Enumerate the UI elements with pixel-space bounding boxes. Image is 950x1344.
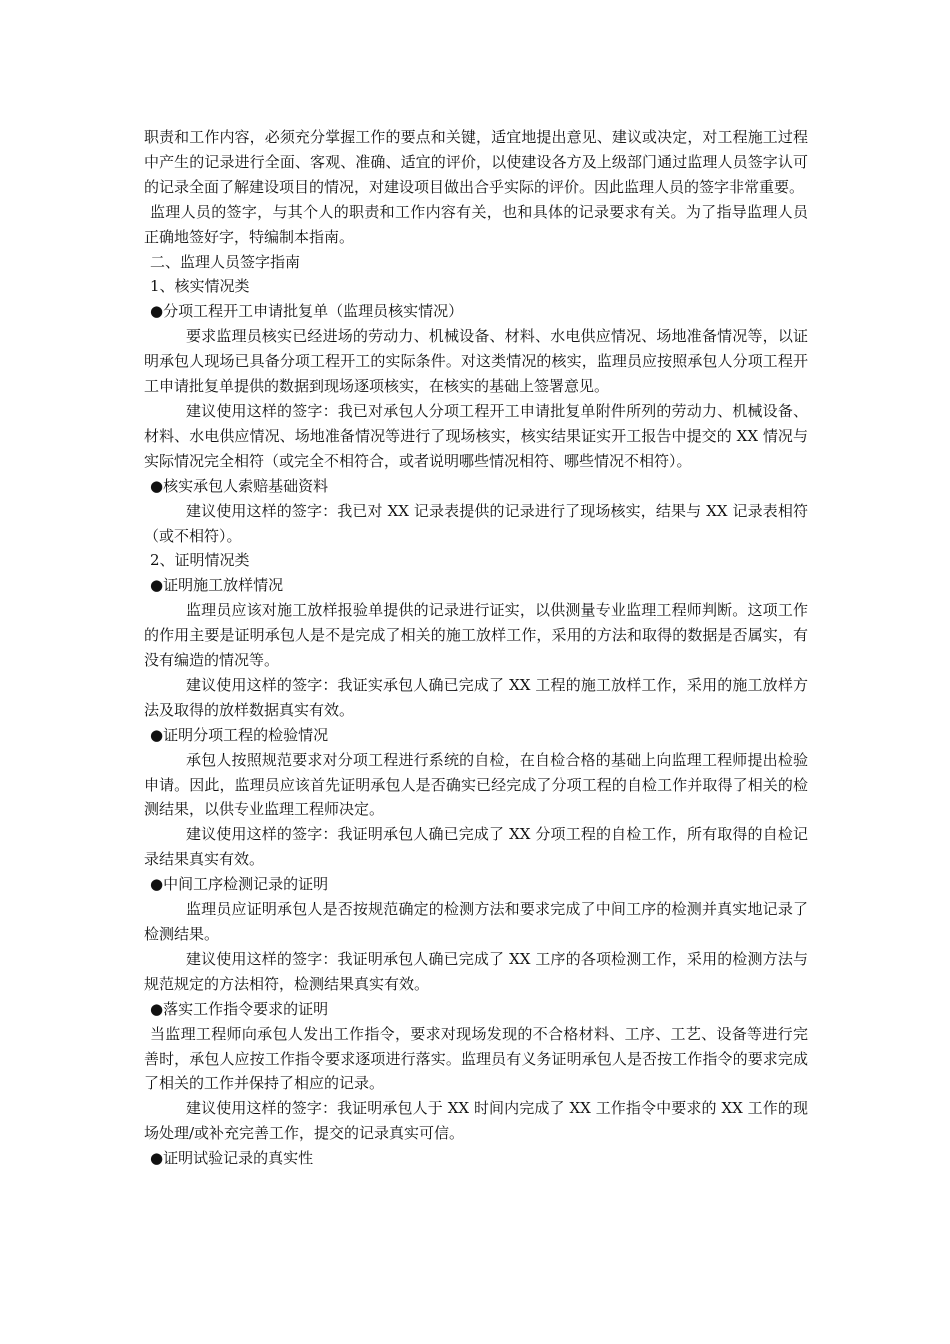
paragraph: 建议使用这样的签字：我证明承包人于 XX 时间内完成了 XX 工作指令中要求的 XX 工作的现场处理/或补充完善工作，提交的记录真实可信。: [144, 1099, 808, 1143]
bullet-heading: ●分项工程开工申请批复单（监理员核实情况）: [150, 302, 464, 321]
bullet-heading: ●中间工序检测记录的证明: [150, 875, 329, 894]
bullet-heading: ●证明施工放样情况: [150, 576, 284, 595]
document-body: [144, 125, 808, 1171]
bullet-heading: ●落实工作指令要求的证明: [150, 999, 329, 1018]
bullet-heading: ●核实承包人索赔基础资料: [150, 476, 329, 495]
paragraph: 要求监理员核实已经进场的劳动力、机械设备、材料、水电供应情况、场地准备情况等，以证明承包人现场已具备分项工程开工的实际条件。对这类情况的核实，监理员应按照承包人分项工程开工申请批复单提供的数据到现场逐项核实，在核实的基础上签署意见。: [144, 327, 808, 396]
subsection-heading: 2、证明情况类: [150, 551, 250, 570]
paragraph: 建议使用这样的签字：我证明承包人确已完成了 XX 分项工程的自检工作，所有取得的自检记录结果真实有效。: [144, 825, 808, 869]
paragraph: 建议使用这样的签字：我已对承包人分项工程开工申请批复单附件所列的劳动力、机械设备、材料、水电供应情况、场地准备情况等进行了现场核实，核实结果证实开工报告中提交的 XX 情况与实际情况完全相符（或完全不相符合，或者说明哪些情况相符、哪些情况不相符）。: [144, 401, 808, 470]
bullet-heading: ●证明试验记录的真实性: [150, 1149, 314, 1168]
paragraph: 监理员应该对施工放样报验单提供的记录进行证实，以供测量专业监理工程师判断。这项工作的作用主要是证明承包人是不是完成了相关的施工放样工作，采用的方法和取得的数据是否属实，有没有编造的情况等。: [144, 601, 808, 670]
paragraph: 当监理工程师向承包人发出工作指令，要求对现场发现的不合格材料、工序、工艺、设备等进行完善时，承包人应按工作指令要求逐项进行落实。监理员有义务证明承包人是否按工作指令的要求完成了相关的工作并保持了相应的记录。: [144, 1024, 808, 1093]
paragraph: 建议使用这样的签字：我证实承包人确已完成了 XX 工程的施工放样工作，采用的施工放样方法及取得的放样数据真实有效。: [144, 675, 808, 719]
section-heading: 二、监理人员签字指南: [150, 252, 301, 271]
bullet-heading: ●证明分项工程的检验情况: [150, 725, 329, 744]
paragraph: 承包人按照规范要求对分项工程进行系统的自检，在自检合格的基础上向监理工程师提出检验申请。因此，监理员应该首先证明承包人是否确实已经完成了分项工程的自检工作并取得了相关的检测结果，以供专业监理工程师决定。: [144, 750, 808, 819]
paragraph: 建议使用这样的签字：我已对 XX 记录表提供的记录进行了现场核实，结果与 XX 记录表相符（或不相符）。: [144, 501, 808, 545]
paragraph: 监理员应证明承包人是否按规范确定的检测方法和要求完成了中间工序的检测并真实地记录了检测结果。: [144, 900, 808, 943]
paragraph: 监理人员的签字，与其个人的职责和工作内容有关，也和具体的记录要求有关。为了指导监理人员正确地签好字，特编制本指南。: [144, 202, 808, 246]
subsection-heading: 1、核实情况类: [150, 277, 250, 296]
paragraph: 职责和工作内容，必须充分掌握工作的要点和关键，适宜地提出意见、建议或决定，对工程施工过程中产生的记录进行全面、客观、准确、适宜的评价，以使建设各方及上级部门通过监理人员签字认可的记录全面了解建设项目的情况，对建设项目做出合乎实际的评价。因此监理人员的签字非常重要。: [144, 128, 808, 196]
paragraph: 建议使用这样的签字：我证明承包人确已完成了 XX 工序的各项检测工作，采用的检测方法与规范规定的方法相符，检测结果真实有效。: [144, 949, 808, 993]
